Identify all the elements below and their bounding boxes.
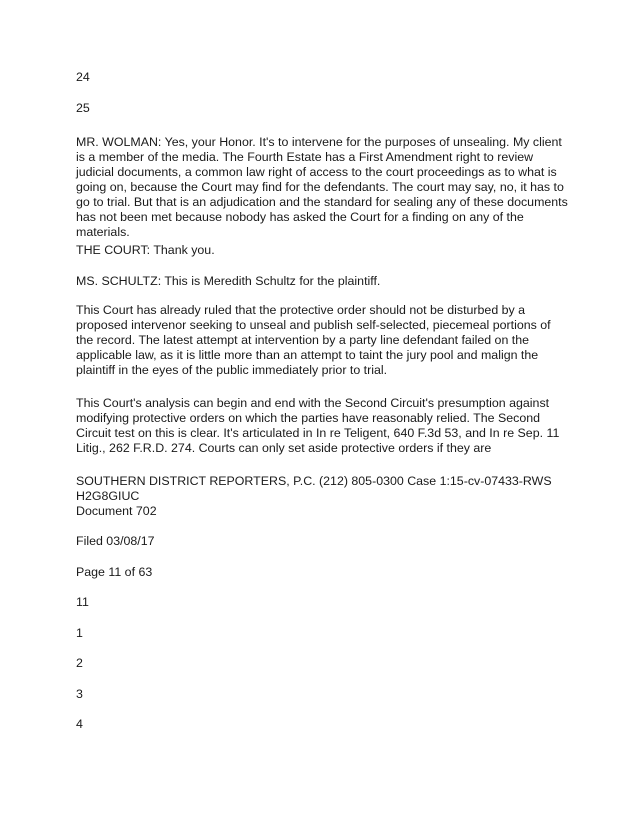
schultz-argument-paragraph-2: This Court's analysis can begin and end with the Second Circuit's presumption against modifying protective orders on which the parties have reasonably relied. The Second Circuit test on this is clear. It's articulated in In re Teligent, 640 F.3d 53, and In re Sep. 11 Litig., 262 F.R.D. 274. Courts can only set aside protective orders if they are [76, 396, 560, 455]
line-number-24: 24 [76, 70, 90, 84]
schultz-intro-paragraph: MS. SCHULTZ: This is Meredith Schultz for the plaintiff. [76, 274, 381, 288]
wolman-statement-paragraph: MR. WOLMAN: Yes, your Honor. It's to intervene for the purposes of unsealing. My client is a member of the media. The Fourth Estate has a First Amendment right to review judicial documents, a common law right of access to the court proceedings as to what is going on, because the Court may find for the defendants. The court may say, no, it has to go to trial. But that is an adjudication and the standard for sealing any of these documents has not been met because nobody has asked the Court for a finding on any of the materials. [76, 135, 568, 239]
line-number-1: 1 [76, 626, 83, 640]
schultz-argument-paragraph-1: This Court has already ruled that the protective order should not be disturbed by a proposed intervenor seeking to unseal and publish self-selected, piecemeal portions of the record. The latest attempt at intervention by a party line defendant failed on the applicable law, as it is little more than an attempt to taint the jury pool and malign the plaintiff in the eyes of the public immediately prior to trial. [76, 303, 551, 377]
court-statement-paragraph: THE COURT: Thank you. [76, 243, 215, 257]
filed-date: Filed 03/08/17 [76, 534, 155, 548]
line-number-4: 4 [76, 717, 83, 731]
reporter-footer: SOUTHERN DISTRICT REPORTERS, P.C. (212) 805-0300 Case 1:15-cv-07433-RWS H2G8GIUC [76, 474, 552, 503]
document-number: Document 702 [76, 504, 157, 518]
line-number-3: 3 [76, 687, 83, 701]
line-number-2: 2 [76, 656, 83, 670]
line-number-25: 25 [76, 101, 90, 115]
page-info: Page 11 of 63 [76, 565, 153, 579]
page-number: 11 [76, 595, 89, 609]
